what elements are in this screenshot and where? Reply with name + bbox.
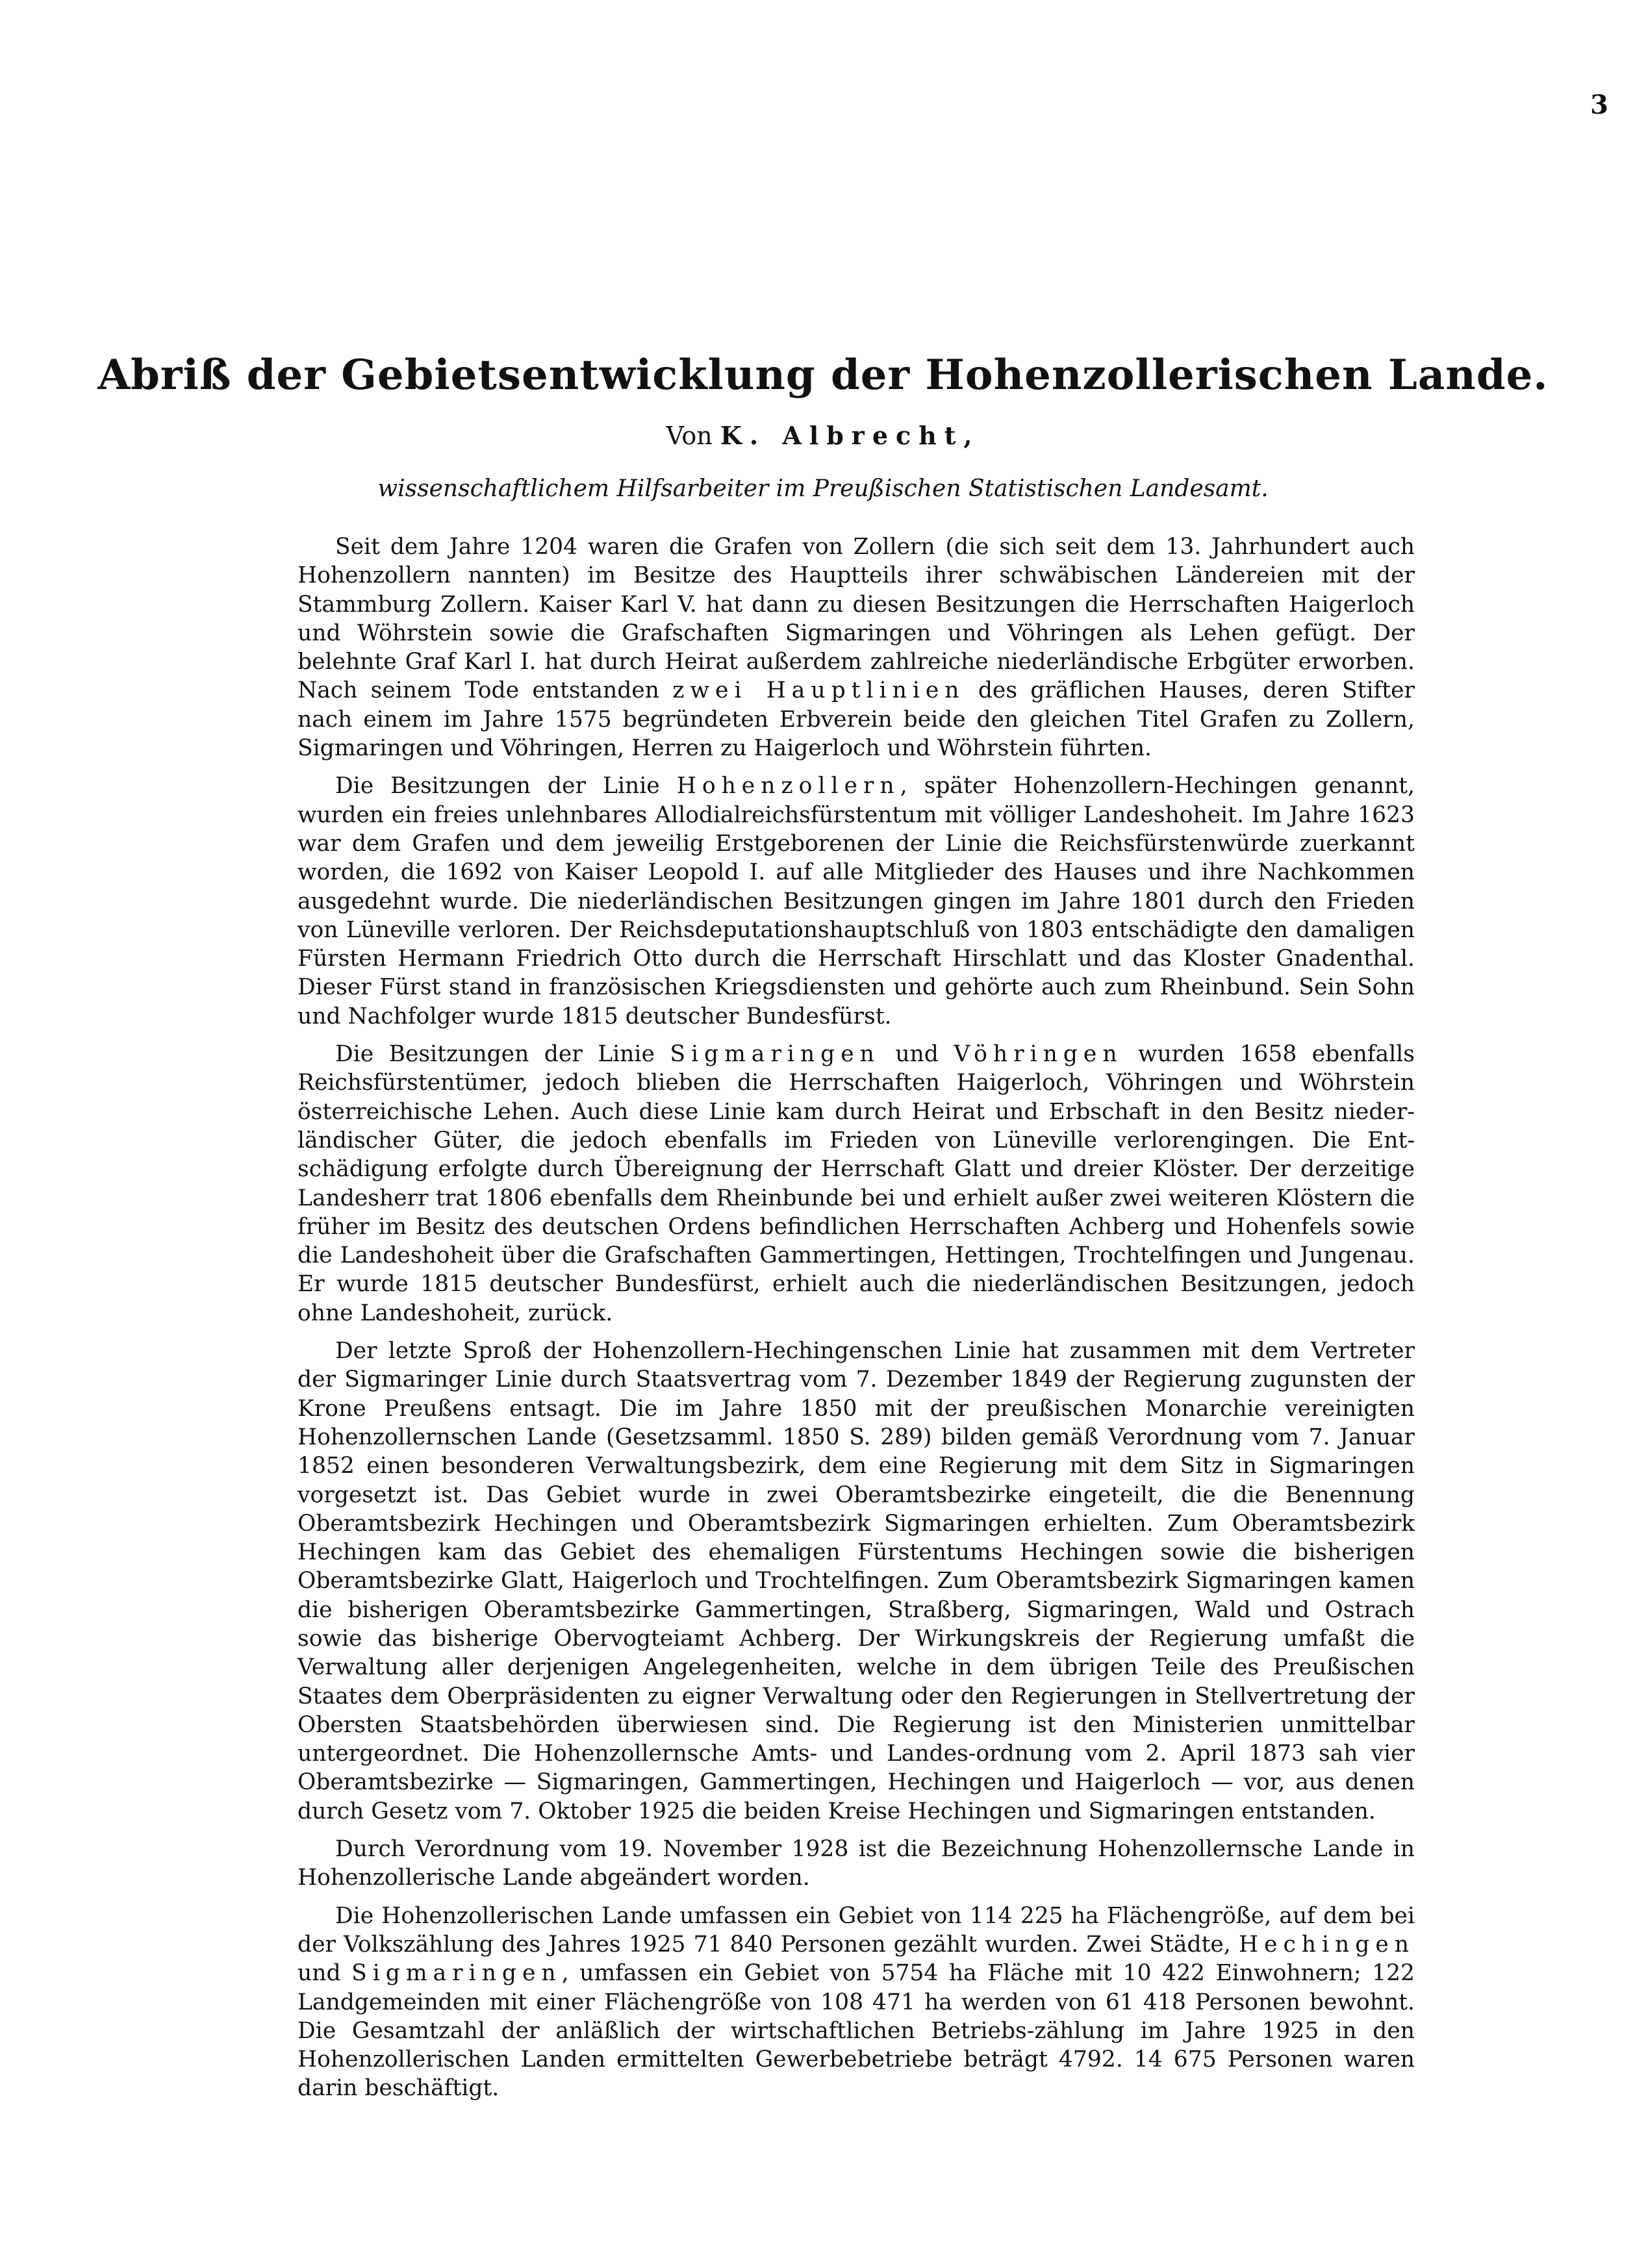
- emphasized-text: Sigmaringen: [351, 1960, 562, 1987]
- paragraph: [298, 772, 1415, 1031]
- author-name: K. Albrecht,: [720, 421, 980, 450]
- paragraph-text: Die Besitzungen der Linie: [335, 773, 677, 800]
- paragraph: [298, 1040, 1415, 1328]
- emphasized-text: zwei Hauptlinien: [672, 677, 965, 704]
- paragraph-text: Die Besitzungen der Linie: [335, 1041, 670, 1068]
- paragraph: [298, 1902, 1415, 2103]
- paragraph: [298, 533, 1415, 762]
- paragraph-text: Die Hohenzollerischen Lande umfassen ein Gebiet von 114 225 ha Flächengröße, auf dem bei der Volkszählung des Jahres 1925 71 840 Personen gezählt wurden. Zwei Städte,: [298, 1902, 1415, 1958]
- author-affiliation: wissenschaftlichem Hilfsarbeiter im Preußischen Statistischen Landesamt.: [377, 475, 1269, 502]
- paragraph-text: und: [880, 1041, 954, 1068]
- paragraph-text: Der letzte Sproß der Hohenzollern-Hechingenschen Linie hat zusammen mit dem Vertreter der Sigmaringer Linie durch Staatsvertrag vom 7. Dezember 1849 der Regierung zugunsten der Krone Preußens entsagt. Die im Jahre 1850 mit der preußischen Monarchie vereinigten Hohenzollernschen Lande (Gesetzsamml. 1850 S. 289) bilden gemäß Verordnung vom 7. Januar 1852 einen besonderen Verwaltungsbezirk, dem eine Regierung mit dem Sitz in Sigmaringen vorgesetzt ist. Das Gebiet wurde in zwei Oberamtsbezirke eingeteilt, die die Benennung Oberamtsbezirk Hechingen und Oberamtsbezirk Sigmaringen erhielten. Zum Oberamtsbezirk Hechingen kam das Gebiet des ehemaligen Fürstentums Hechingen sowie die bisherigen Oberamtsbezirke Glatt, Haigerloch und Trochtelfingen. Zum Oberamtsbezirk Sigmaringen kamen die bisherigen Oberamtsbezirke Gammertingen, Straßberg, Sigmaringen, Wald und Ostrach sowie das bisherige Obervogteiamt Achberg. Der Wirkungskreis der Regierung umfaßt die Verwaltung aller derjenigen Angelegenheiten, welche in dem übrigen Teile des Preußischen Staates dem Oberpräsidenten zu eigner Verwaltung oder den Regierungen in Stellvertretung der Obersten Staatsbehörden überwiesen sind. Die Regierung ist den Ministerien unmittelbar untergeordnet. Die Hohenzollernsche Amts- und Landes-ordnung vom 2. April 1873 sah vier Oberamtsbezirke — Sigmaringen, Gammertingen, Hechingen und Haigerloch — vor, aus denen durch Gesetz vom 7. Oktober 1925 die beiden Kreise Hechingen und Sigmaringen entstanden.: [298, 1338, 1415, 1824]
- emphasized-text: Sigmaringen: [670, 1041, 880, 1068]
- paragraph-text: und: [298, 1960, 352, 1987]
- paragraph-text: wurden 1658 ebenfalls Reichsfürstentümer, jedoch blieben die Herrschaften Haigerloch, Vöhringen und Wöhrstein österreichische Lehen. Auch diese Linie kam durch Heirat und Erbschaft in den Besitz nieder-ländischer Güter, die jedoch ebenfalls im Frieden von Lüneville verlorengingen. Die Ent-schädigung erfolgte durch Übereignung der Herrschaft Glatt und dreier Klöster. Der derzeitige Landesherr trat 1806 ebenfalls dem Rheinbunde bei und erhielt außer zwei weiteren Klöstern die früher im Besitz des deutschen Ordens befindlichen Herrschaften Achberg und Hohenfels sowie die Landeshoheit über die Grafschaften Gammertingen, Hettingen, Trochtelfingen und Jungenau. Er wurde 1815 deutscher Bundesfürst, erhielt auch die niederländischen Besitzungen, jedoch ohne Landeshoheit, zurück.: [298, 1041, 1415, 1326]
- article-body: [298, 533, 1415, 2112]
- paragraph-text: , später Hohenzollern-Hechingen genannt, wurden ein freies unlehnbares Allodialreichsfürstentum mit völliger Landeshoheit. Im Jahre 1623 war dem Grafen und dem jeweilig Erstgeborenen der Linie die Reichsfürstenwürde zuerkannt worden, die 1692 von Kaiser Leopold I. auf alle Mitglieder des Hauses und ihre Nachkommen ausgedehnt wurde. Die niederländischen Besitzungen gingen im Jahre 1801 durch den Frieden von Lüneville verloren. Der Reichsdeputationshauptschluß von 1803 entschädigte den damaligen Fürsten Hermann Friedrich Otto durch die Herrschaft Hirschlatt und das Kloster Gnadenthal. Dieser Fürst stand in französischen Kriegsdiensten und gehörte auch zum Rheinbund. Sein Sohn und Nachfolger wurde 1815 deutscher Bundesfürst.: [298, 773, 1415, 1029]
- paragraph-text: des gräflichen Hauses, deren Stifter nach einem im Jahre 1575 begründeten Erbverein beide den gleichen Titel Grafen zu Zollern, Sigmaringen und Vöhringen, Herren zu Haigerloch und Wöhrstein führten.: [298, 677, 1415, 762]
- page-number: 3: [1590, 90, 1608, 120]
- emphasized-text: Hechingen: [1238, 1931, 1415, 1958]
- emphasized-text: Vöhringen: [954, 1041, 1123, 1068]
- emphasized-text: Hohenzollern: [676, 773, 900, 800]
- byline-prefix: Von: [666, 422, 713, 450]
- paragraph-text: Seit dem Jahre 1204 waren die Grafen von Zollern (die sich seit dem 13. Jahrhundert auch Hohenzollern nannten) im Besitze des Hauptteils ihrer schwäbischen Ländereien mit der Stammburg Zollern. Kaiser Karl V. hat dann zu diesen Besitzungen die Herrschaften Haigerloch und Wöhrstein sowie die Grafschaften Sigmaringen und Vöhringen als Lehen gefügt. Der belehnte Graf Karl I. hat durch Heirat außerdem zahlreiche niederländische Erbgüter erworben. Nach seinem Tode entstanden: [298, 534, 1415, 704]
- article-title: Abriß der Gebietsentwicklung der Hohenzollerischen Lande.: [97, 351, 1549, 399]
- paragraph-text: , umfassen ein Gebiet von 5754 ha Fläche mit 10 422 Einwohnern; 122 Landgemeinden mit einer Flächengröße von 108 471 ha werden von 61 418 Personen bewohnt. Die Gesamtzahl der anläßlich der wirtschaftlichen Betriebs-zählung im Jahre 1925 in den Hohenzollerischen Landen ermittelten Gewerbebetriebe beträgt 4792. 14 675 Personen waren darin beschäftigt.: [298, 1960, 1415, 2102]
- byline: [0, 421, 1646, 450]
- paragraph: [298, 1835, 1415, 1893]
- paragraph: [298, 1337, 1415, 1826]
- paragraph-text: Durch Verordnung vom 19. November 1928 ist die Bezeichnung Hohenzollernsche Lande in Hohenzollerische Lande abgeändert worden.: [298, 1836, 1415, 1891]
